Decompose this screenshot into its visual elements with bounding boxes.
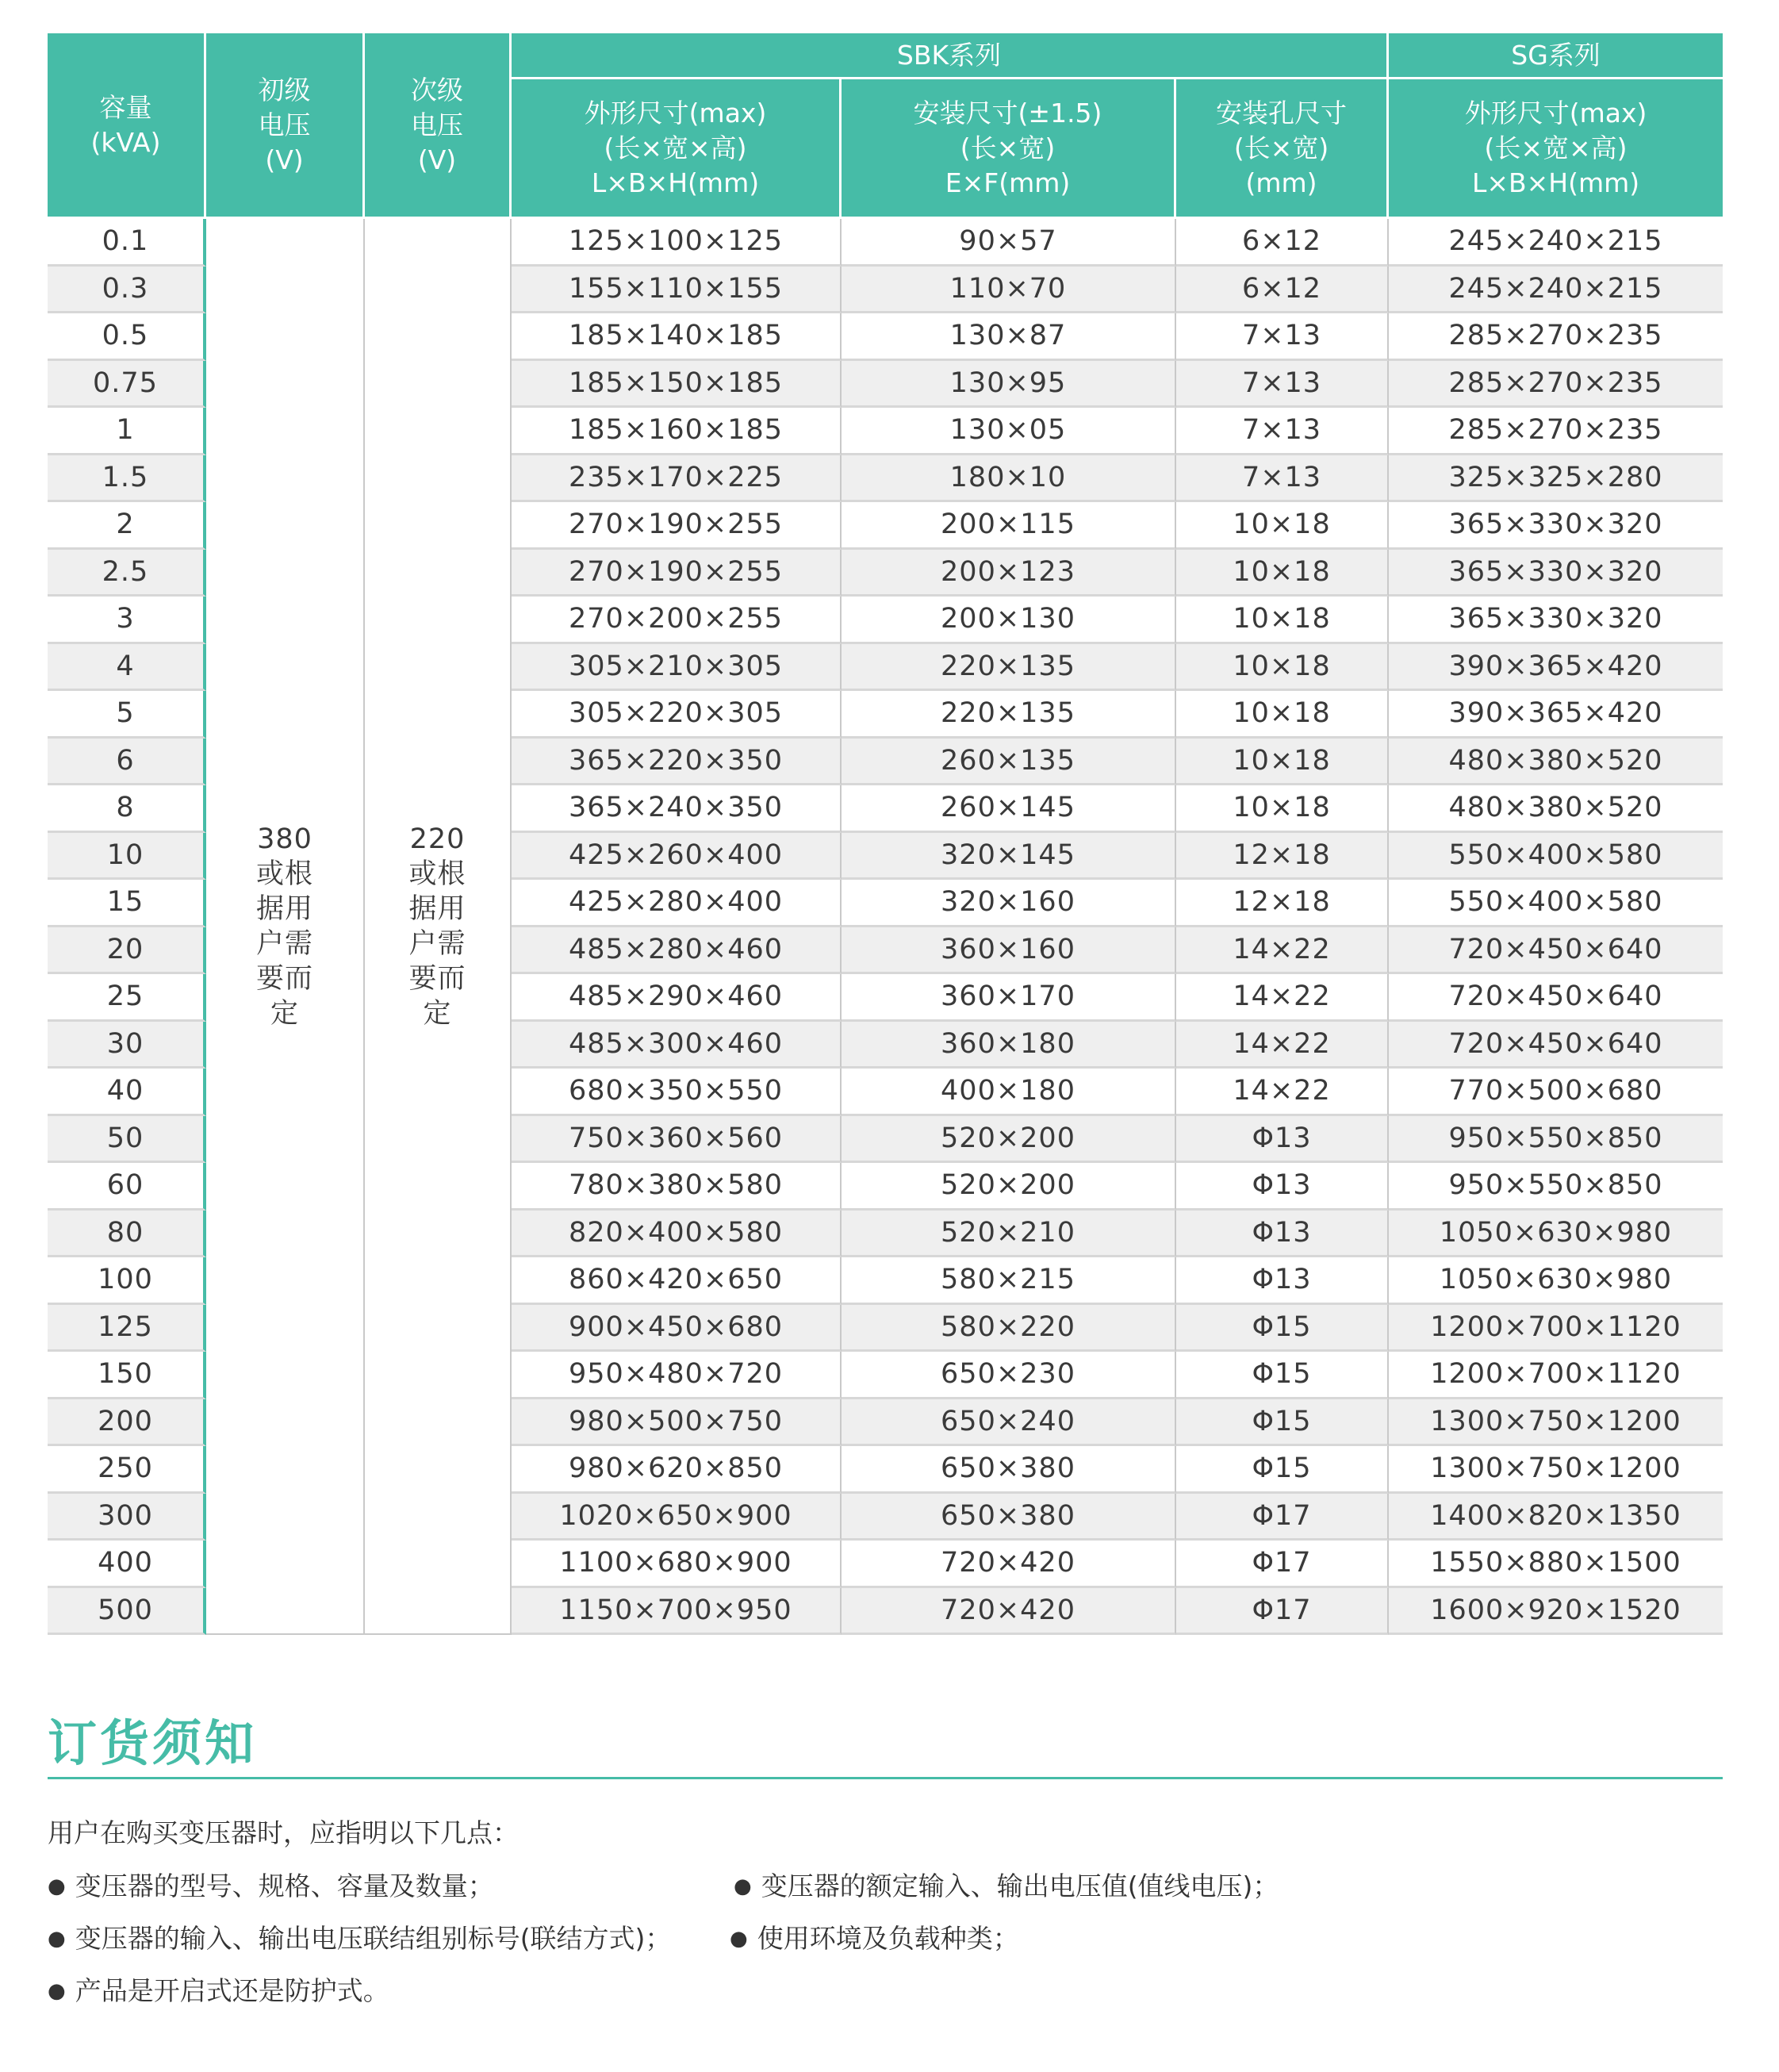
cell-sbk-outline: 425×280×400	[512, 880, 842, 927]
cell-capacity: 100	[48, 1257, 206, 1305]
cell-sbk-hole: 10×18	[1176, 739, 1389, 786]
cell-sbk-install: 110×70	[842, 267, 1176, 314]
cell-capacity: 5	[48, 691, 206, 739]
cell-sbk-hole: 7×13	[1176, 313, 1389, 361]
cell-sbk-hole: Φ17	[1176, 1588, 1389, 1636]
cell-sg-outline: 1600×920×1520	[1389, 1588, 1723, 1636]
cell-capacity: 20	[48, 927, 206, 975]
cell-sbk-hole: Φ15	[1176, 1305, 1389, 1353]
cell-sbk-hole: 14×22	[1176, 1069, 1389, 1116]
header-sbk-install: 安装尺寸(±1.5) (长×宽) E×F(mm)	[842, 79, 1176, 219]
cell-capacity: 25	[48, 974, 206, 1022]
cell-sbk-install: 260×145	[842, 785, 1176, 833]
cell-capacity: 15	[48, 880, 206, 927]
cell-sbk-outline: 680×350×550	[512, 1069, 842, 1116]
cell-sbk-hole: 6×12	[1176, 267, 1389, 314]
header-group-sbk: SBK系列	[512, 33, 1389, 79]
cell-sg-outline: 1050×630×980	[1389, 1211, 1723, 1258]
cell-sg-outline: 950×550×850	[1389, 1163, 1723, 1211]
bullet-icon: ●	[48, 1979, 66, 2003]
cell-capacity: 0.75	[48, 361, 206, 409]
cell-capacity: 50	[48, 1116, 206, 1164]
cell-sbk-hole: 10×18	[1176, 550, 1389, 597]
cell-sg-outline: 365×330×320	[1389, 502, 1723, 550]
cell-sg-outline: 245×240×215	[1389, 219, 1723, 267]
cell-sg-outline: 480×380×520	[1389, 739, 1723, 786]
cell-sbk-install: 130×87	[842, 313, 1176, 361]
cell-sg-outline: 1050×630×980	[1389, 1257, 1723, 1305]
cell-sbk-install: 360×180	[842, 1022, 1176, 1069]
cell-sbk-hole: 6×12	[1176, 219, 1389, 267]
cell-sbk-outline: 980×500×750	[512, 1399, 842, 1447]
cell-sbk-hole: Φ13	[1176, 1211, 1389, 1258]
cell-sbk-install: 650×240	[842, 1399, 1176, 1447]
cell-sbk-hole: 10×18	[1176, 785, 1389, 833]
cell-sbk-hole: Φ17	[1176, 1541, 1389, 1588]
table-row	[48, 219, 1723, 267]
cell-capacity: 4	[48, 644, 206, 692]
cell-sg-outline: 285×270×235	[1389, 408, 1723, 455]
bullet-icon: ●	[734, 1874, 752, 1898]
cell-sbk-install: 200×123	[842, 550, 1176, 597]
cell-sbk-outline: 125×100×125	[512, 219, 842, 267]
cell-capacity: 0.3	[48, 267, 206, 314]
cell-sbk-install: 360×170	[842, 974, 1176, 1022]
cell-sg-outline: 550×400×580	[1389, 880, 1723, 927]
cell-capacity: 400	[48, 1541, 206, 1588]
cell-sbk-outline: 305×220×305	[512, 691, 842, 739]
cell-capacity: 10	[48, 833, 206, 881]
cell-capacity: 150	[48, 1352, 206, 1399]
cell-sbk-outline: 270×190×255	[512, 550, 842, 597]
cell-sbk-outline: 185×150×185	[512, 361, 842, 409]
cell-sbk-install: 520×200	[842, 1163, 1176, 1211]
bullet-icon: ●	[48, 1874, 66, 1898]
cell-capacity: 200	[48, 1399, 206, 1447]
cell-capacity: 0.5	[48, 313, 206, 361]
cell-sbk-hole: Φ13	[1176, 1116, 1389, 1164]
order-item: ● 变压器的型号、规格、容量及数量；	[48, 1871, 494, 1901]
cell-sbk-outline: 860×420×650	[512, 1257, 842, 1305]
cell-sbk-hole: Φ13	[1176, 1163, 1389, 1211]
cell-sg-outline: 1300×750×1200	[1389, 1446, 1723, 1494]
cell-capacity: 30	[48, 1022, 206, 1069]
cell-sbk-install: 650×380	[842, 1494, 1176, 1541]
cell-sg-outline: 1400×820×1350	[1389, 1494, 1723, 1541]
cell-capacity: 500	[48, 1588, 206, 1636]
cell-sg-outline: 285×270×235	[1389, 361, 1723, 409]
cell-sbk-hole: 7×13	[1176, 455, 1389, 503]
cell-sbk-install: 360×160	[842, 927, 1176, 975]
cell-capacity: 300	[48, 1494, 206, 1541]
cell-sbk-outline: 1100×680×900	[512, 1541, 842, 1588]
cell-sbk-outline: 485×280×460	[512, 927, 842, 975]
header-row-groups	[48, 33, 1723, 79]
cell-sbk-outline: 780×380×580	[512, 1163, 842, 1211]
title-divider	[48, 1777, 1723, 1779]
cell-sg-outline: 1550×880×1500	[1389, 1541, 1723, 1588]
cell-sbk-outline: 185×160×185	[512, 408, 842, 455]
cell-capacity: 3	[48, 597, 206, 644]
cell-capacity: 60	[48, 1163, 206, 1211]
cell-sbk-hole: 10×18	[1176, 502, 1389, 550]
cell-sbk-outline: 270×200×255	[512, 597, 842, 644]
header-primary-voltage: 初级 电压 (V)	[206, 33, 365, 219]
cell-sbk-install: 130×95	[842, 361, 1176, 409]
cell-sbk-outline: 235×170×225	[512, 455, 842, 503]
cell-capacity: 2.5	[48, 550, 206, 597]
cell-sbk-install: 90×57	[842, 219, 1176, 267]
secondary-voltage-text: 220或根据用户需要而定	[408, 823, 466, 1030]
cell-sbk-install: 200×115	[842, 502, 1176, 550]
cell-sbk-hole: Φ17	[1176, 1494, 1389, 1541]
cell-sbk-outline: 980×620×850	[512, 1446, 842, 1494]
cell-capacity: 1	[48, 408, 206, 455]
header-sbk-outline: 外形尺寸(max) (长×宽×高) L×B×H(mm)	[512, 79, 842, 219]
bullet-icon: ●	[730, 1927, 748, 1951]
cell-sg-outline: 720×450×640	[1389, 1022, 1723, 1069]
cell-sg-outline: 1200×700×1120	[1389, 1305, 1723, 1353]
cell-sbk-hole: Φ13	[1176, 1257, 1389, 1305]
cell-capacity: 2	[48, 502, 206, 550]
cell-sbk-outline: 485×290×460	[512, 974, 842, 1022]
cell-sbk-outline: 155×110×155	[512, 267, 842, 314]
order-item: ● 变压器的输入、输出电压联结组别标号(联结方式)；	[48, 1923, 672, 1954]
spec-table	[48, 33, 1723, 1635]
cell-sbk-outline: 365×220×350	[512, 739, 842, 786]
cell-capacity: 6	[48, 739, 206, 786]
cell-sbk-outline: 820×400×580	[512, 1211, 842, 1258]
cell-sbk-hole: 14×22	[1176, 927, 1389, 975]
cell-sg-outline: 390×365×420	[1389, 644, 1723, 692]
cell-sbk-install: 580×215	[842, 1257, 1176, 1305]
header-secondary-voltage: 次级 电压 (V)	[365, 33, 512, 219]
cell-sg-outline: 365×330×320	[1389, 597, 1723, 644]
cell-sg-outline: 720×450×640	[1389, 974, 1723, 1022]
cell-sbk-install: 220×135	[842, 644, 1176, 692]
spec-table-body	[48, 219, 1723, 1635]
cell-sbk-install: 180×10	[842, 455, 1176, 503]
cell-capacity: 250	[48, 1446, 206, 1494]
cell-sg-outline: 480×380×520	[1389, 785, 1723, 833]
cell-sg-outline: 770×500×680	[1389, 1069, 1723, 1116]
cell-sg-outline: 390×365×420	[1389, 691, 1723, 739]
cell-sg-outline: 285×270×235	[1389, 313, 1723, 361]
cell-capacity: 125	[48, 1305, 206, 1353]
primary-voltage-text: 380或根据用户需要而定	[255, 823, 313, 1030]
cell-sbk-hole: 10×18	[1176, 691, 1389, 739]
order-intro: 用户在购买变压器时，应指明以下几点：	[48, 1817, 519, 1848]
cell-sbk-install: 260×135	[842, 739, 1176, 786]
cell-sbk-hole: 10×18	[1176, 644, 1389, 692]
header-sg-outline: 外形尺寸(max) (长×宽×高) L×B×H(mm)	[1389, 79, 1723, 219]
cell-sbk-hole: 7×13	[1176, 408, 1389, 455]
cell-capacity: 0.1	[48, 219, 206, 267]
cell-sbk-install: 200×130	[842, 597, 1176, 644]
order-item: ● 使用环境及负载种类；	[730, 1923, 1019, 1954]
cell-sbk-hole: Φ15	[1176, 1446, 1389, 1494]
cell-sg-outline: 365×330×320	[1389, 550, 1723, 597]
cell-sg-outline: 720×450×640	[1389, 927, 1723, 975]
cell-sg-outline: 325×325×280	[1389, 455, 1723, 503]
cell-sbk-install: 320×160	[842, 880, 1176, 927]
cell-sg-outline: 1300×750×1200	[1389, 1399, 1723, 1447]
cell-sbk-outline: 750×360×560	[512, 1116, 842, 1164]
cell-sbk-install: 220×135	[842, 691, 1176, 739]
cell-sbk-outline: 1150×700×950	[512, 1588, 842, 1636]
cell-sbk-outline: 900×450×680	[512, 1305, 842, 1353]
cell-sbk-install: 720×420	[842, 1588, 1176, 1636]
cell-sbk-install: 650×230	[842, 1352, 1176, 1399]
cell-sbk-install: 580×220	[842, 1305, 1176, 1353]
cell-sbk-outline: 485×300×460	[512, 1022, 842, 1069]
cell-sg-outline: 950×550×850	[1389, 1116, 1723, 1164]
cell-sbk-install: 650×380	[842, 1446, 1176, 1494]
cell-sbk-hole: 10×18	[1176, 597, 1389, 644]
cell-capacity: 8	[48, 785, 206, 833]
cell-sbk-install: 320×145	[842, 833, 1176, 881]
cell-sbk-hole: 12×18	[1176, 880, 1389, 927]
cell-sg-outline: 245×240×215	[1389, 267, 1723, 314]
cell-sbk-hole: 7×13	[1176, 361, 1389, 409]
cell-sbk-outline: 1020×650×900	[512, 1494, 842, 1541]
order-item: ● 变压器的额定输入、输出电压值(值线电压)；	[734, 1871, 1279, 1901]
cell-sbk-hole: 12×18	[1176, 833, 1389, 881]
cell-sbk-outline: 305×210×305	[512, 644, 842, 692]
cell-capacity: 40	[48, 1069, 206, 1116]
cell-capacity: 80	[48, 1211, 206, 1258]
cell-sbk-hole: 14×22	[1176, 974, 1389, 1022]
cell-sbk-install: 720×420	[842, 1541, 1176, 1588]
section-title: 订货须知	[48, 1714, 258, 1772]
cell-sbk-outline: 365×240×350	[512, 785, 842, 833]
cell-sbk-hole: Φ15	[1176, 1352, 1389, 1399]
cell-sbk-outline: 425×260×400	[512, 833, 842, 881]
cell-sbk-outline: 950×480×720	[512, 1352, 842, 1399]
cell-sbk-install: 520×200	[842, 1116, 1176, 1164]
cell-secondary-voltage	[365, 219, 512, 1635]
cell-sbk-install: 520×210	[842, 1211, 1176, 1258]
cell-sbk-hole: 14×22	[1176, 1022, 1389, 1069]
cell-capacity: 1.5	[48, 455, 206, 503]
cell-sg-outline: 550×400×580	[1389, 833, 1723, 881]
bullet-icon: ●	[48, 1927, 66, 1951]
cell-sg-outline: 1200×700×1120	[1389, 1352, 1723, 1399]
cell-sbk-hole: Φ15	[1176, 1399, 1389, 1447]
cell-sbk-install: 130×05	[842, 408, 1176, 455]
header-sbk-hole: 安装孔尺寸 (长×宽) (mm)	[1176, 79, 1389, 219]
cell-sbk-outline: 270×190×255	[512, 502, 842, 550]
cell-sbk-outline: 185×140×185	[512, 313, 842, 361]
cell-sbk-install: 400×180	[842, 1069, 1176, 1116]
cell-primary-voltage	[206, 219, 365, 1635]
order-item: ● 产品是开启式还是防护式。	[48, 1975, 389, 2006]
header-capacity: 容量 (kVA)	[48, 33, 206, 219]
header-group-sg: SG系列	[1389, 33, 1723, 79]
